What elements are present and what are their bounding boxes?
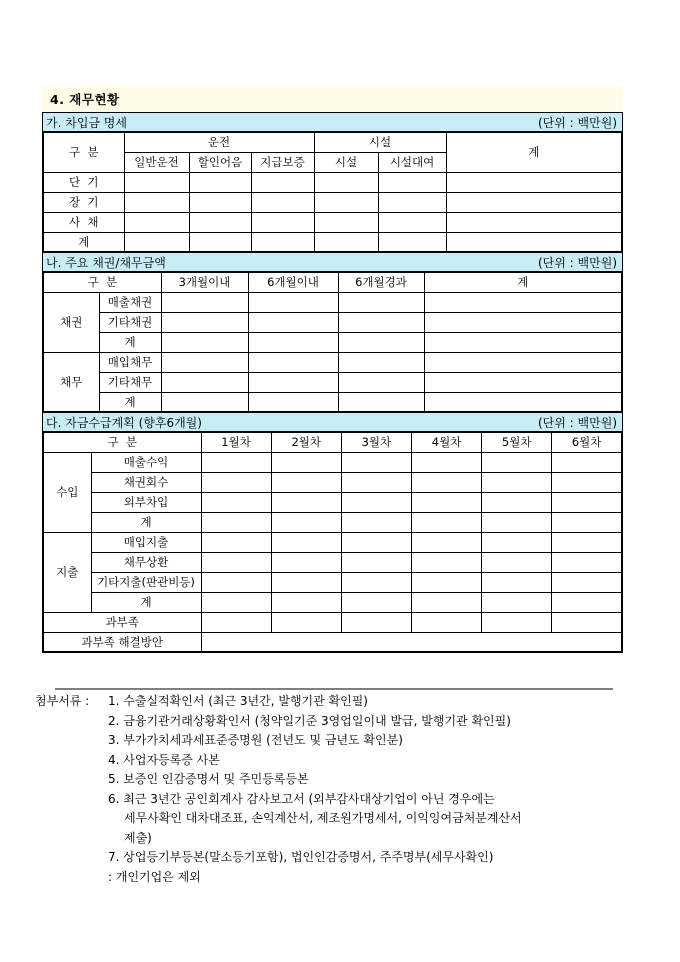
input-cell[interactable] — [271, 492, 341, 512]
col-header-within-3m: 3개월이내 — [161, 272, 248, 292]
table-row — [43, 332, 622, 352]
col-header-total: 계 — [446, 132, 622, 172]
col-header-discounted-bills: 할인어음 — [189, 152, 251, 172]
col-header-total: 계 — [424, 272, 622, 292]
input-cell[interactable] — [248, 352, 338, 372]
col-header-gubun: 구 분 — [43, 432, 201, 452]
input-cell[interactable] — [271, 532, 341, 552]
attachment-item: 7. 상업등기부등본(말소등기포함), 법인인감증명서, 주주명부(세무사확인) — [108, 850, 494, 864]
input-cell[interactable] — [248, 372, 338, 392]
col-header-facility-lease: 시설대여 — [378, 152, 446, 172]
input-cell[interactable] — [552, 512, 622, 532]
table-row — [43, 352, 622, 372]
input-cell[interactable] — [201, 512, 271, 532]
input-cell[interactable] — [411, 452, 481, 472]
input-cell[interactable] — [411, 552, 481, 572]
input-cell[interactable] — [248, 392, 338, 412]
input-cell[interactable] — [552, 572, 622, 592]
attachment-item: 6. 최근 3년간 공인회계사 감사보고서 (외부감사대상기업이 아닌 경우에는 — [108, 791, 495, 806]
row-label-other-expenditure: 기타지출(판관비등) — [91, 572, 201, 592]
col-header-month-5: 5월차 — [482, 432, 552, 452]
input-cell[interactable] — [338, 352, 424, 372]
group-label-payables: 채무 — [43, 352, 99, 412]
unit-label-loans: (단위 : 백만원) — [538, 115, 617, 130]
input-cell[interactable] — [424, 332, 622, 352]
section-title-receivables: 나. 주요 채권/채무금액 — [46, 255, 166, 270]
group-label-expenditure: 지출 — [43, 532, 91, 612]
row-label-other-receivables: 기타채권 — [99, 312, 161, 332]
page-title: 4. 재무현황 — [50, 92, 120, 107]
input-cell[interactable] — [482, 512, 552, 532]
input-cell[interactable] — [482, 532, 552, 552]
input-cell[interactable] — [411, 592, 481, 612]
attachment-item: 2. 금융기관거래상황확인서 (청약일기준 3영업일이내 발급, 발행기관 확인필) — [108, 713, 511, 728]
input-cell[interactable] — [482, 492, 552, 512]
receivables-table — [42, 271, 623, 413]
row-label-shortage-solution: 과부족 해결방안 — [43, 632, 201, 652]
input-cell[interactable] — [201, 572, 271, 592]
attachment-item: 1. 수출실적확인서 (최근 3년간, 발행기관 확인필) — [108, 694, 368, 708]
input-cell[interactable] — [378, 172, 446, 192]
input-cell[interactable] — [189, 172, 251, 192]
row-label-short-term: 단 기 — [43, 172, 124, 192]
input-cell[interactable] — [248, 312, 338, 332]
table-row — [43, 452, 622, 472]
input-cell[interactable] — [446, 212, 622, 232]
input-cell[interactable] — [552, 552, 622, 572]
col-header-month-2: 2월차 — [271, 432, 341, 452]
table-row — [43, 512, 622, 532]
attachments-list — [108, 692, 625, 887]
input-cell[interactable] — [338, 372, 424, 392]
input-cell[interactable] — [251, 192, 314, 212]
divider-rule — [55, 688, 613, 690]
input-cell[interactable] — [271, 512, 341, 532]
input-cell[interactable] — [424, 312, 622, 332]
table-row — [43, 232, 622, 252]
input-cell[interactable] — [552, 492, 622, 512]
input-cell[interactable] — [248, 292, 338, 312]
section-bar-receivables — [42, 252, 623, 272]
financial-status-form — [42, 86, 623, 653]
input-cell[interactable] — [201, 592, 271, 612]
input-cell[interactable] — [552, 592, 622, 612]
col-header-unjeon: 운전 — [124, 132, 314, 152]
input-cell[interactable] — [189, 192, 251, 212]
row-label-payables-total: 계 — [99, 392, 161, 412]
unit-label-receivables: (단위 : 백만원) — [538, 255, 617, 270]
cashflow-table — [42, 431, 623, 653]
row-label-trade-payables: 매입채무 — [99, 352, 161, 372]
input-cell[interactable] — [424, 292, 622, 312]
col-header-month-4: 4월차 — [411, 432, 481, 452]
input-cell[interactable] — [201, 532, 271, 552]
col-header-payment-guarantee: 지급보증 — [251, 152, 314, 172]
row-label-total: 계 — [43, 232, 124, 252]
table-row — [43, 172, 622, 192]
col-header-facility: 시설 — [314, 152, 378, 172]
col-header-month-1: 1월차 — [201, 432, 271, 452]
row-label-external-borrowing: 외부차입 — [91, 492, 201, 512]
input-cell[interactable] — [124, 212, 189, 232]
input-cell[interactable] — [189, 232, 251, 252]
input-cell[interactable] — [378, 212, 446, 232]
input-cell[interactable] — [482, 552, 552, 572]
input-cell[interactable] — [271, 472, 341, 492]
attachment-item-continuation: 세무사확인 대차대조표, 손익계산서, 제조원가명세서, 이익잉여금처분계산서 — [124, 811, 522, 825]
table-row — [43, 632, 622, 652]
input-cell[interactable] — [341, 612, 411, 632]
col-header-gubun: 구 분 — [43, 272, 161, 292]
input-cell[interactable] — [314, 212, 378, 232]
input-cell[interactable] — [161, 312, 248, 332]
table-header-row — [43, 432, 622, 452]
row-label-expenditure-total: 계 — [91, 592, 201, 612]
table-row — [43, 212, 622, 232]
input-cell[interactable] — [271, 552, 341, 572]
input-cell[interactable] — [482, 472, 552, 492]
input-cell[interactable] — [338, 332, 424, 352]
section-bar-cashflow — [42, 412, 623, 432]
input-cell[interactable] — [314, 172, 378, 192]
input-cell[interactable] — [552, 612, 622, 632]
input-cell[interactable] — [482, 572, 552, 592]
input-cell[interactable] — [411, 612, 481, 632]
input-cell[interactable] — [161, 292, 248, 312]
input-cell[interactable] — [201, 612, 271, 632]
input-cell[interactable] — [341, 452, 411, 472]
unit-label-cashflow: (단위 : 백만원) — [538, 415, 617, 430]
input-cell[interactable] — [446, 232, 622, 252]
row-label-private-bonds: 사 채 — [43, 212, 124, 232]
attachment-item: 4. 사업자등록증 사본 — [108, 752, 220, 767]
input-cell[interactable] — [189, 212, 251, 232]
input-cell[interactable] — [314, 192, 378, 212]
group-label-receivables: 채권 — [43, 292, 99, 352]
col-header-month-3: 3월차 — [341, 432, 411, 452]
row-label-purchase-expenditure: 매입지출 — [91, 532, 201, 552]
table-row — [43, 532, 622, 552]
table-row — [43, 612, 622, 632]
table-row — [43, 492, 622, 512]
attachment-item-continuation: 제출) — [124, 830, 152, 845]
row-label-debt-repayment: 채무상환 — [91, 552, 201, 572]
attachment-note: : 개인기업은 제외 — [108, 869, 201, 884]
input-cell[interactable] — [411, 472, 481, 492]
loans-table — [42, 131, 623, 253]
row-label-trade-receivables: 매출채권 — [99, 292, 161, 312]
input-cell[interactable] — [161, 332, 248, 352]
input-cell[interactable] — [424, 372, 622, 392]
input-cell[interactable] — [341, 572, 411, 592]
input-cell[interactable] — [378, 232, 446, 252]
col-header-month-6: 6월차 — [552, 432, 622, 452]
input-cell[interactable] — [338, 292, 424, 312]
attachments-label: 첨부서류 : — [35, 694, 94, 708]
input-cell[interactable] — [124, 192, 189, 212]
row-label-shortage: 과부족 — [43, 612, 201, 632]
input-cell[interactable] — [341, 532, 411, 552]
input-cell[interactable] — [161, 352, 248, 372]
input-cell[interactable] — [271, 612, 341, 632]
input-cell[interactable] — [271, 452, 341, 472]
input-cell[interactable] — [251, 212, 314, 232]
input-cell[interactable] — [446, 192, 622, 212]
table-row — [43, 192, 622, 212]
input-cell[interactable] — [424, 392, 622, 412]
col-header-gubun: 구 분 — [43, 132, 124, 172]
col-header-siseol-group: 시설 — [314, 132, 446, 152]
input-cell[interactable] — [251, 232, 314, 252]
row-label-income-total: 계 — [91, 512, 201, 532]
input-cell[interactable] — [161, 372, 248, 392]
input-cell[interactable] — [378, 192, 446, 212]
input-cell[interactable] — [341, 472, 411, 492]
input-cell[interactable] — [201, 492, 271, 512]
row-label-receivables-total: 계 — [99, 332, 161, 352]
input-cell[interactable] — [271, 572, 341, 592]
input-cell[interactable] — [338, 312, 424, 332]
input-cell[interactable] — [161, 392, 248, 412]
col-header-within-6m: 6개월이내 — [248, 272, 338, 292]
input-cell[interactable] — [201, 452, 271, 472]
input-cell[interactable] — [411, 532, 481, 552]
table-row — [43, 292, 622, 312]
input-cell[interactable] — [338, 392, 424, 412]
page-title-band — [42, 86, 623, 112]
input-cell[interactable] — [552, 532, 622, 552]
row-label-long-term: 장 기 — [43, 192, 124, 212]
col-header-general-operating: 일반운전 — [124, 152, 189, 172]
input-cell[interactable] — [411, 492, 481, 512]
row-label-receivables-collection: 채권회수 — [91, 472, 201, 492]
section-title-loans: 가. 차입금 명세 — [46, 115, 127, 130]
input-cell[interactable] — [341, 492, 411, 512]
input-cell[interactable] — [251, 172, 314, 192]
input-cell[interactable] — [482, 612, 552, 632]
section-bar-loans — [42, 112, 623, 132]
input-cell[interactable] — [124, 232, 189, 252]
col-header-over-6m: 6개월경과 — [338, 272, 424, 292]
input-cell[interactable] — [341, 592, 411, 612]
input-cell[interactable] — [552, 452, 622, 472]
input-cell[interactable] — [201, 472, 271, 492]
input-cell[interactable] — [482, 592, 552, 612]
input-cell[interactable] — [201, 552, 271, 572]
input-cell[interactable] — [124, 172, 189, 192]
table-row — [43, 312, 622, 332]
table-row — [43, 592, 622, 612]
attachment-item: 3. 부가가치세과세표준증명원 (전년도 및 금년도 확인분) — [108, 733, 403, 747]
row-label-other-payables: 기타채무 — [99, 372, 161, 392]
table-row — [43, 472, 622, 492]
section-title-cashflow: 다. 자금수급계획 (향후6개월) — [46, 415, 202, 430]
input-cell[interactable] — [271, 592, 341, 612]
input-cell[interactable] — [424, 352, 622, 372]
input-cell[interactable] — [411, 512, 481, 532]
attachment-item: 5. 보증인 인감증명서 및 주민등록등본 — [108, 772, 309, 786]
input-cell[interactable] — [341, 512, 411, 532]
input-cell[interactable] — [411, 572, 481, 592]
table-row — [43, 372, 622, 392]
input-cell[interactable] — [482, 452, 552, 472]
table-row — [43, 572, 622, 592]
table-header-row — [43, 132, 622, 152]
table-row — [43, 552, 622, 572]
table-row — [43, 392, 622, 412]
input-cell[interactable] — [446, 172, 622, 192]
input-cell[interactable] — [341, 552, 411, 572]
row-label-sales-revenue: 매출수익 — [91, 452, 201, 472]
input-cell[interactable] — [552, 472, 622, 492]
input-cell[interactable] — [248, 332, 338, 352]
attachments-section — [35, 688, 625, 887]
input-cell[interactable] — [201, 632, 622, 652]
table-header-row — [43, 272, 622, 292]
input-cell[interactable] — [314, 232, 378, 252]
group-label-income: 수입 — [43, 452, 91, 532]
